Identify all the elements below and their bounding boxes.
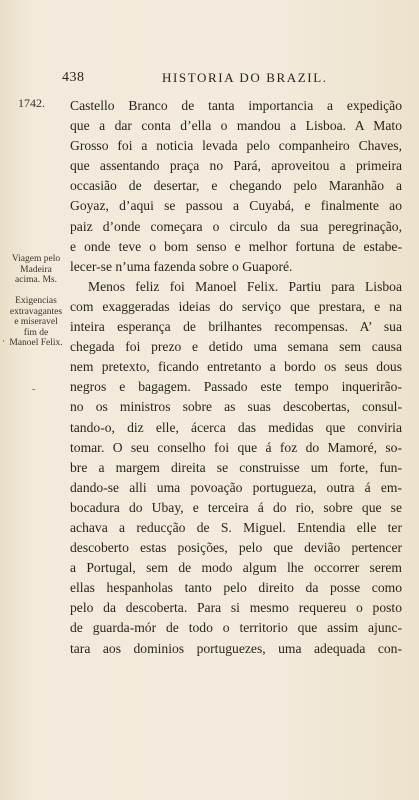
text-line: ellas hespanholas tanto pelo direito da posse como: [70, 580, 402, 596]
text-line: que assentando praça no Pará, aproveitou a primeira: [70, 158, 402, 174]
text-line: occasião de desertar, e chegando pelo Maranhão a: [70, 178, 402, 194]
text-line: tomar. O seu conselho foi que á foz do Mamoré, so-: [70, 439, 402, 455]
text-line: tara aos dominios portuguezes, uma adequada con-: [70, 640, 402, 656]
text-line: lecer-se n’uma fazenda sobre o Guaporé.: [70, 258, 293, 274]
margin-note-line: e miseravel: [14, 317, 58, 327]
margin-note-line: extravagantes: [9, 306, 63, 317]
margin-note-line: Manoel Felix.: [9, 338, 63, 348]
margin-dash-mark: -: [32, 384, 36, 395]
page-number: 438: [62, 70, 85, 85]
text-line: chegada foi prezo e detido uma semana sem causa: [70, 339, 402, 355]
text-line: e onde teve o bom senso e melhor fortuna de estabe-: [70, 238, 402, 254]
margin-note-exigencias: [4, 296, 68, 349]
text-line: Grosso foi a noticia levada pelo companheiro Chaves,: [70, 138, 402, 154]
margin-note-line: Viagem pelo: [11, 254, 61, 264]
running-title: HISTORIA DO BRAZIL.: [162, 70, 328, 85]
text-line: paiz d’onde começara o circulo da sua peregrinação,: [70, 218, 402, 234]
text-line: tando-o, diz elle, ácerca das medidas que conviria: [70, 419, 402, 435]
text-line: Menos feliz foi Manoel Felix. Partiu para Lisboa: [88, 278, 402, 294]
text-line: de guarda-mór de todo o territorio que assim ajunc-: [70, 620, 402, 636]
margin-note-line: Exigencias: [15, 296, 57, 306]
text-line: descoberto estas posições, pelo que devião pertencer: [70, 540, 402, 556]
paragraph-1: [70, 96, 402, 277]
page-header: [0, 70, 419, 92]
text-line: pelo da descoberta. Para si mesmo requereu o posto: [70, 600, 402, 616]
text-line: dando-se alli uma povoação portugueza, outra á em-: [70, 479, 402, 495]
margin-dot-mark: ·: [2, 336, 5, 346]
margin-note-line: fim de: [23, 327, 49, 338]
text-line: inteira esperança de brilhantes recompensas. A’ sua: [70, 319, 402, 335]
text-line: com exaggeradas ideias do serviço que prestara, e na: [70, 298, 402, 314]
paragraph-2: [70, 277, 402, 659]
text-line: achava a reducção de S. Miguel. Entendia elle ter: [70, 519, 402, 535]
text-line: nem pretexto, ficando entretanto a bordo os seus dous: [70, 359, 402, 375]
margin-note-viagem: [4, 254, 68, 286]
text-line: Goyaz, d’aqui se passou a Cuyabá, e finalmente ao: [70, 198, 402, 214]
text-line: negros e bagagem. Passado este tempo inquerirão-: [70, 379, 402, 395]
text-line: no os ministros sobre as suas descobertas, consul-: [70, 399, 402, 415]
margin-note-line: acima. Ms.: [15, 275, 57, 285]
margin-note-line: Madeira: [20, 264, 52, 275]
text-line: Castello Branco de tanta importancia a expedição: [70, 98, 402, 113]
year-marginal-note: 1742.: [18, 96, 45, 110]
body-text: [70, 96, 402, 659]
text-line: bre a margem direita se construisse um forte, fun-: [70, 459, 402, 475]
text-line: a Portugal, sem de modo algum lhe occorrer serem: [70, 560, 402, 576]
text-line: bocadura do Ubay, e terceira á do rio, sobre que se: [70, 499, 402, 515]
text-line: que a dar conta d’ella o mandou a Lisboa. A Mato: [70, 118, 402, 134]
